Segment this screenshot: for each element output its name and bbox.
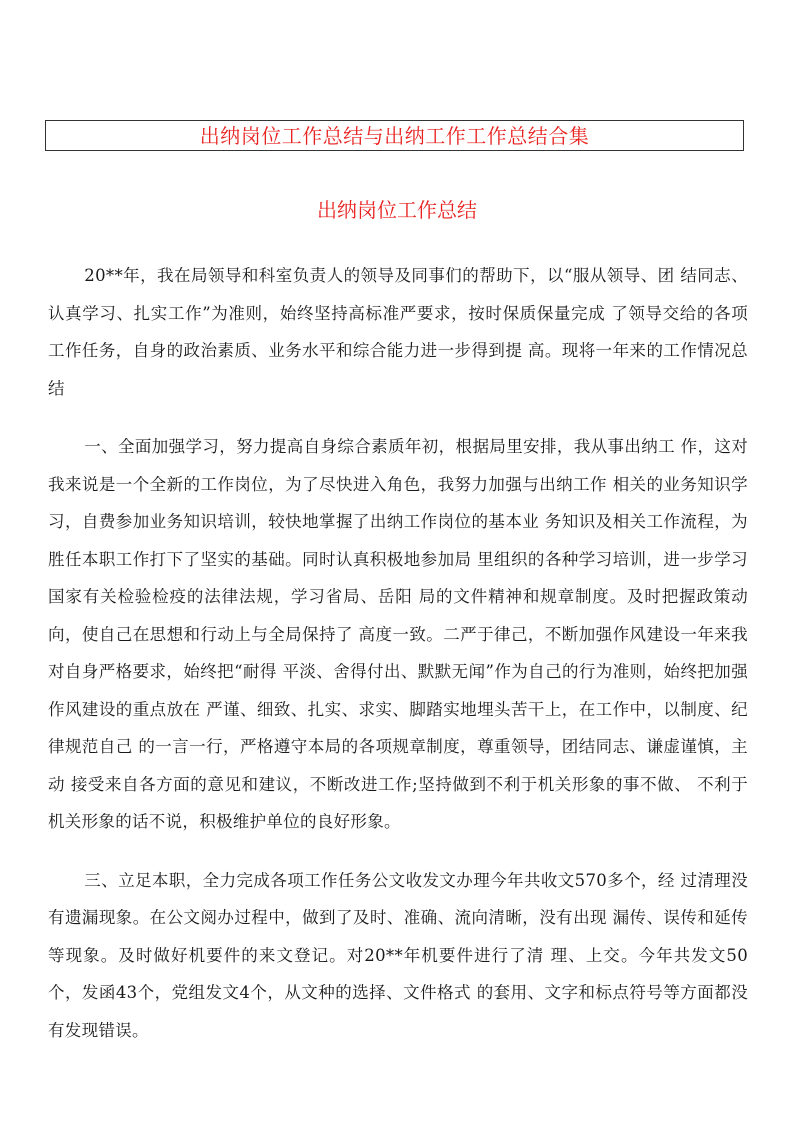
document-body (48, 257, 748, 1070)
document-title-box (45, 120, 744, 151)
paragraph-section-three: 三、立足本职，全力完成各项工作任务公文收发文办理今年共收文570多个，经 过清理没有遗漏现象。在公文阅办过程中，做到了及时、准确、流向清晰，没有出现 漏传、误传和延传等现象。及时做好机要件的来文登记。对20**年机要件进行了清 理、上交。今年共发文50个，发函43个，党组发文4个，从文种的选择、文件格式 的套用、文字和标点符号等方面都没有发现错误。 (48, 870, 748, 1040)
document-main-title: 出纳岗位工作总结与出纳工作工作总结合集 (199, 123, 590, 148)
paragraph-section-one: 一、全面加强学习，努力提高自身综合素质年初，根据局里安排，我从事出纳工 作，这对我来说是一个全新的工作岗位，为了尽快进入角色，我努力加强与出纳工作 相关的业务知识学习，自费参加业务知识培训，较快地掌握了出纳工作岗位的基本业 务知识及相关工作流程，为胜任本职工作打下了坚实的基础。同时认真积极地参加局 里组织的各种学习培训，进一步学习国家有关检验检疫的法律法规，学习省局、岳阳 局的文件精神和规章制度。及时把握政策动向，使自己在思想和行动上与全局保持了 高度一致。二严于律己，不断加强作风建设一年来我对自身严格要求，始终把“耐得 平淡、舍得付出、默默无闻”作为自己的行为准则，始终把加强作风建设的重点放在 严谨、细致、扎实、求实、脚踏实地埋头苦干上，在工作中，以制度、纪律规范自己 的一言一行，严格遵守本局的各项规章制度，尊重领导，团结同志、谦虚谨慎，主动 接受来自各方面的意见和建议，不断改进工作;坚持做到不利于机关形象的事不做、 不利于机关形象的话不说，积极维护单位的良好形象。 (48, 437, 748, 831)
paragraph-intro: 20**年，我在局领导和科室负责人的领导及同事们的帮助下，以“服从领导、团 结同志、认真学习、扎实工作”为准则，始终坚持高标准严要求，按时保质保量完成 了领导交给的各项工作任务，自身的政治素质、业务水平和综合能力进一步得到提 高。现将一年来的工作情况总结 (48, 266, 748, 398)
section-title: 出纳岗位工作总结 (317, 198, 477, 222)
